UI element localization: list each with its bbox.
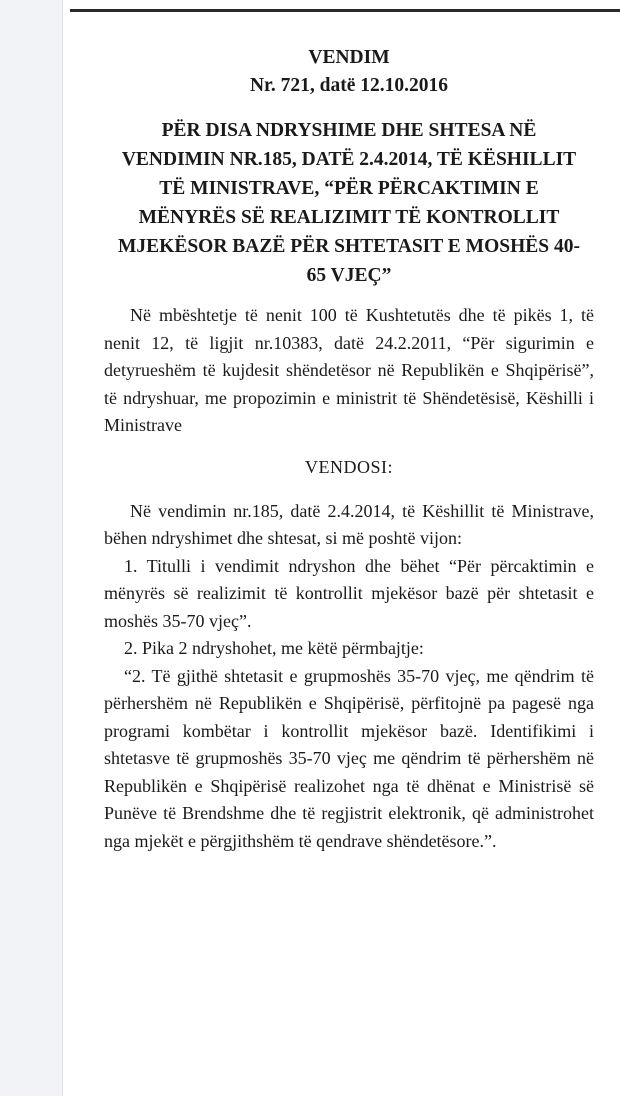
intro-paragraph: Në vendimin nr.185, datë 2.4.2014, të Këshillit të Ministrave, bëhen ndryshimet dhe shtesat, si më poshtë vijon: bbox=[104, 500, 594, 548]
point-1-paragraph: 1. Titulli i vendimit ndryshon dhe bëhet “Për përcaktimin e mënyrës së realizimit të kontrollit mjekësor bazë për shtetasit e moshës 35-70 vjeç”. bbox=[104, 555, 594, 631]
document-number-date: Nr. 721, datë 12.10.2016 bbox=[249, 75, 449, 96]
document-title: VENDIM bbox=[308, 47, 390, 68]
point-2-paragraph: 2. Pika 2 ndryshohet, me këtë përmbajtje: bbox=[124, 638, 424, 658]
point-2-text-paragraph: “2. Të gjithë shtetasit e grupmoshës 35-70 vjeç, me qëndrim të përhershëm në Republikën e Shqipërisë, përfitojnë pa pagesë nga programi kombëtar i kontrollit mjekësor bazë. Identifikimi i shtetasve të grupmoshës 35-70 vjeç me qëndrim të përhershëm në Republikën e Shqipërisë realizohet nga të dhënat e Ministrisë së Punëve të Brendshme dhe të regjistrit elektronik, që administrohet nga mjekët e përgjithshëm të qendrave shëndetësore.”. bbox=[104, 665, 594, 851]
top-border-line bbox=[70, 9, 620, 12]
decision-word: VENDOSI: bbox=[305, 456, 393, 477]
preamble-paragraph: Në mbështetje të nenit 100 të Kushtetutës dhe të pikës 1, të nenit 12, të ligjit nr.10383, datë 24.2.2011, “Për sigurimin e detyrueshëm të kujdesit shëndetësor në Republikën e Shqipërisë”, të ndryshuar, me propozimin e ministrit të Shëndetësisë, Këshilli i Ministrave bbox=[104, 305, 594, 435]
document-heading: PËR DISA NDRYSHIME DHE SHTESA NË VENDIMIN NR.185, DATË 2.4.2014, TË KËSHILLIT TË MINISTRAVE, “PËR PËRCAKTIMIN E MËNYRËS SË REALIZIMIT TË KONTROLLIT MJEKËSOR BAZË PËR SHTETASIT E MOSHËS 40-65 VJEÇ” bbox=[118, 120, 580, 286]
document-body bbox=[104, 44, 594, 855]
